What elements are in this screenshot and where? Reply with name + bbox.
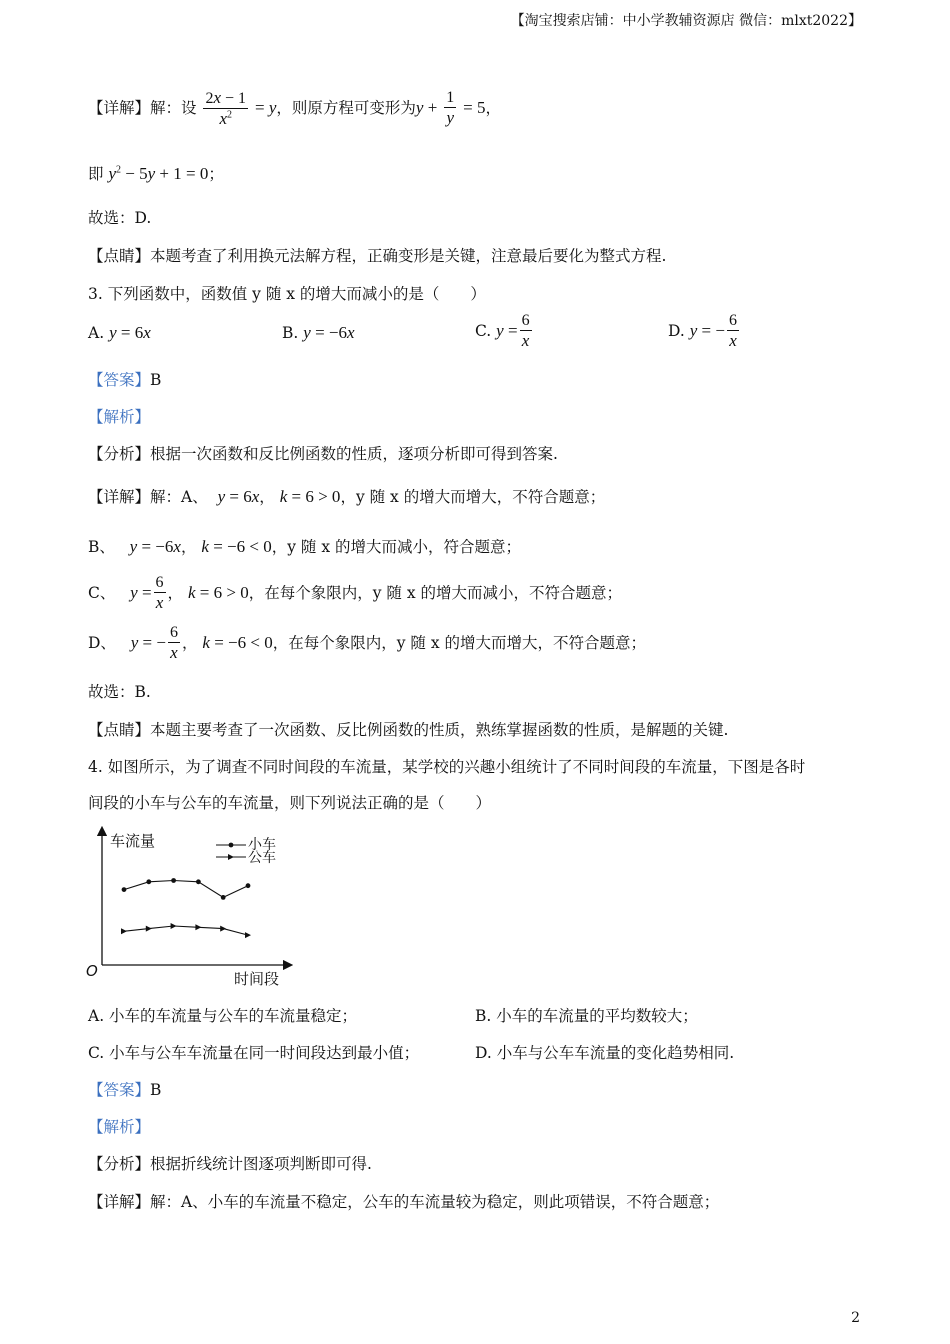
traffic-line-chart xyxy=(80,825,310,995)
q3-stem: 3. 下列函数中，函数值 y 随 x 的增大而减小的是（ ） xyxy=(88,285,486,303)
legend-label-car: 小车 xyxy=(248,837,276,853)
x-axis-label: 时间段 xyxy=(234,970,280,988)
fraction-2x-1-over-x2: $\frac{2x - 1}{x^2}$ xyxy=(205,88,247,129)
q4-option-a: A. 小车的车流量与公车的车流量稳定； xyxy=(88,1007,358,1025)
q2-choice: 故选：D. xyxy=(88,209,152,227)
q3-answer: 【答案】B xyxy=(88,371,162,389)
q3-option-c: C. y = $\frac{6}{x}$ xyxy=(475,312,530,351)
q4-option-b: B. 小车的车流量的平均数较大； xyxy=(475,1007,698,1025)
series-0-point-0 xyxy=(122,887,127,892)
q3-detail-a: 【详解】解：A、 y = 6x， k = 6 > 0，y 随 x 的增大而增大，不符合题意； xyxy=(88,487,606,506)
q4-option-c: C. 小车与公车车流量在同一时间段达到最小值； xyxy=(88,1044,420,1062)
q4-analysis-tag: 【解析】 xyxy=(88,1118,151,1136)
q3-choice: 故选：B. xyxy=(88,683,151,701)
series-1-point-5 xyxy=(245,932,251,938)
q4-answer: 【答案】B xyxy=(88,1081,162,1099)
q2-comment: 【点睛】本题考查了利用换元法解方程，正确变形是关键，注意最后要化为整式方程. xyxy=(88,247,667,265)
q4-stem-line1: 4. 如图所示，为了调查不同时间段的车流量，某学校的兴趣小组统计了不同时间段的车流量，下图是各时 xyxy=(88,758,806,776)
q4-stem-line2: 间段的小车与公车的车流量，则下列说法正确的是（ ） xyxy=(88,794,492,812)
q4-option-d: D. 小车与公车车流量的变化趋势相同. xyxy=(475,1044,735,1062)
q3-option-d: D. y = − $\frac{6}{x}$ xyxy=(668,312,737,351)
q3-analysis: 【分析】根据一次函数和反比例函数的性质，逐项分析即可得到答案. xyxy=(88,445,558,463)
detail-tag: 【详解】 xyxy=(88,98,151,117)
q3-comment: 【点睛】本题主要考查了一次函数、反比例函数的性质，熟练掌握函数的性质，是解题的关键. xyxy=(88,721,729,739)
q2-detail-line: 【详解】解：设 $\frac{2x - 1}{x^2}$ = y，则原方程可变形为y + $\frac{1}{y}$ = 5， xyxy=(88,88,502,129)
q4-analysis: 【分析】根据折线统计图逐项判断即可得. xyxy=(88,1155,372,1173)
series-1-point-4 xyxy=(220,926,226,932)
series-line-0 xyxy=(124,881,248,898)
series-1-point-1 xyxy=(146,926,152,932)
q3-detail-b: B、 y = −6x， k = −6 < 0，y 随 x 的增大而减小，符合题意； xyxy=(88,537,521,556)
q3-option-a: A. y = 6x xyxy=(88,323,151,342)
fraction-1-over-y: $\frac{1}{y}$ xyxy=(446,89,455,128)
series-1-point-3 xyxy=(195,924,201,930)
q3-detail-c: C、 y = $\frac{6}{x}$ ， k = 6 > 0，在每个象限内，y 随 x 的增大而减小，不符合题意； xyxy=(88,574,622,613)
y-axis-label: 车流量 xyxy=(110,832,156,850)
q4-detail: 【详解】解：A、小车的车流量不稳定，公车的车流量较为稳定，则此项错误，不符合题意； xyxy=(88,1193,720,1211)
origin-label: O xyxy=(86,962,98,980)
series-0-point-1 xyxy=(146,879,151,884)
series-1-point-0 xyxy=(121,928,127,934)
plot-area xyxy=(121,878,251,938)
detail-text-b: ，则原方程可变形为 xyxy=(276,98,416,117)
series-line-1 xyxy=(124,926,248,935)
series-0-point-4 xyxy=(221,895,226,900)
q3-analysis-tag: 【解析】 xyxy=(88,408,151,426)
legend-label-bus: 公车 xyxy=(248,850,276,866)
series-1-point-2 xyxy=(171,923,177,929)
series-0-point-2 xyxy=(171,878,176,883)
page-header: 【淘宝搜索店铺：中小学教辅资源店 微信：mlxt2022】 xyxy=(510,13,862,29)
series-0-point-3 xyxy=(196,879,201,884)
q3-detail-d: D、 y = − $\frac{6}{x}$ ， k = −6 < 0，在每个象限内，y 随 x 的增大而增大，不符合题意； xyxy=(88,624,646,663)
q2-equation-line: 即 $y^2 - 5y + 1 = 0$； xyxy=(88,164,224,183)
legend xyxy=(216,837,276,866)
q3-option-b: B. y = −6x xyxy=(282,323,355,342)
page-number: 2 xyxy=(851,1310,860,1326)
detail-text-a: 解：设 xyxy=(150,98,197,117)
series-0-point-5 xyxy=(246,883,251,888)
